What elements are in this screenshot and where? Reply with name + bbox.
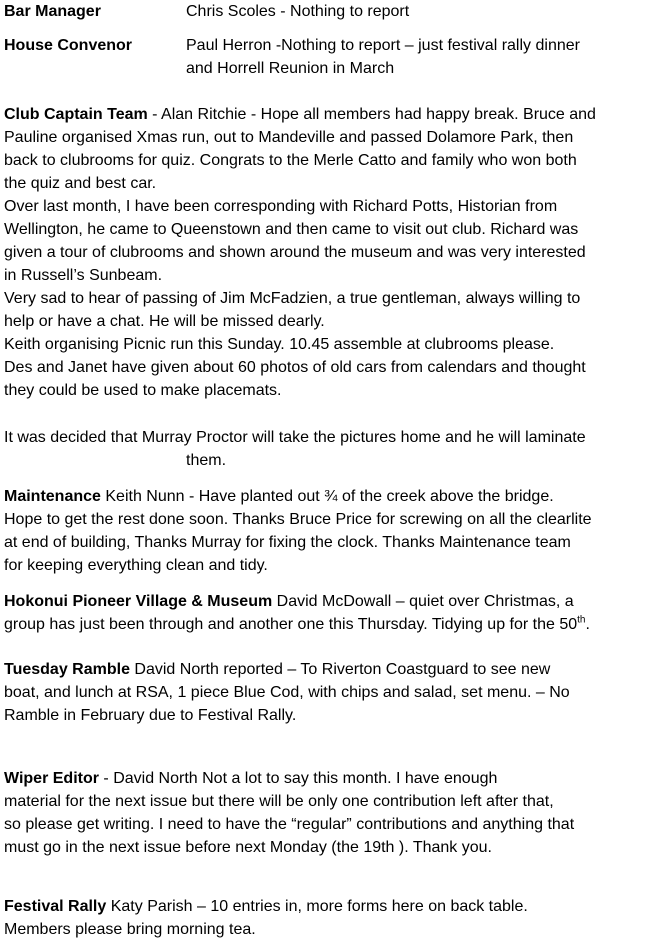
hokonui-line-2 [4, 614, 590, 636]
maintenance-lead: Keith Nunn - Have planted out ¾ of the creek above the bridge. [100, 488, 554, 505]
wiper-editor-lead: - David North Not a lot to say this month. I have enough [98, 770, 498, 787]
wiper-editor-line: so please get writing. I need to have the “regular” contributions and anything that [4, 816, 575, 833]
club-captain-line: Over last month, I have been corresponding with Richard Potts, Historian from [4, 198, 558, 215]
tuesday-ramble-lead: David North reported – To Riverton Coastguard to see new [129, 661, 551, 678]
club-captain-line: Wellington, he came to Queenstown and then came to visit out club. Richard was [4, 221, 579, 238]
house-convenor-text-2: and Horrell Reunion in March [186, 60, 395, 77]
house-convenor-text-1: Paul Herron -Nothing to report – just festival rally dinner [186, 37, 580, 54]
hokonui-line-2-text: group has just been through and another one this Thursday. Tidying up for the 50 [4, 616, 578, 633]
festival-rally-title: Festival Rally [4, 898, 107, 915]
club-captain-line: back to clubrooms for quiz. Congrats to the Merle Catto and family who won both [4, 152, 577, 169]
club-captain-line: in Russell’s Sunbeam. [4, 267, 163, 284]
tuesday-ramble-first-line [4, 659, 550, 681]
club-captain-line: Des and Janet have given about 60 photos of old cars from calendars and thought [4, 359, 586, 376]
club-captain-title: Club Captain Team [4, 106, 148, 123]
hokonui-title: Hokonui Pioneer Village & Museum [4, 593, 273, 610]
club-captain-line: the quiz and best car. [4, 175, 157, 192]
festival-rally-line-2: Members please bring morning tea. [4, 921, 256, 938]
wiper-editor-first-line [4, 768, 497, 790]
hokonui-lead: David McDowall – quiet over Christmas, a [272, 593, 574, 610]
hokonui-first-line [4, 591, 574, 613]
club-captain-line: Keith organising Picnic run this Sunday. 10.45 assemble at clubrooms please. [4, 336, 555, 353]
maintenance-line: Hope to get the rest done soon. Thanks Bruce Price for screwing on all the clearlite [4, 511, 592, 528]
club-captain-line: Very sad to hear of passing of Jim McFadzien, a true gentleman, always willing to [4, 290, 581, 307]
wiper-editor-line: material for the next issue but there will be only one contribution left after that, [4, 793, 554, 810]
maintenance-line: at end of building, Thanks Murray for fixing the clock. Thanks Maintenance team [4, 534, 571, 551]
tuesday-ramble-line: Ramble in February due to Festival Rally. [4, 707, 297, 724]
club-captain-line: they could be used to make placemats. [4, 382, 282, 399]
club-captain-lead: - Alan Ritchie - Hope all members had happy break. Bruce and [147, 106, 596, 123]
club-captain-line: given a tour of clubrooms and shown around the museum and was very interested [4, 244, 586, 261]
tuesday-ramble-line: boat, and lunch at RSA, 1 piece Blue Cod, with chips and salad, set menu. – No [4, 684, 570, 701]
maintenance-first-line [4, 486, 554, 508]
hokonui-superscript: th [577, 614, 586, 626]
club-captain-line: Pauline organised Xmas run, out to Mandeville and passed Dolamore Park, then [4, 129, 574, 146]
club-captain-decision-1: It was decided that Murray Proctor will take the pictures home and he will laminate [4, 429, 586, 446]
wiper-editor-line: must go in the next issue before next Monday (the 19th ). Thank you. [4, 839, 492, 856]
maintenance-title: Maintenance [4, 488, 101, 505]
hokonui-line-2-end: . [585, 616, 590, 633]
bar-manager-text: Chris Scoles - Nothing to report [186, 3, 410, 20]
wiper-editor-title: Wiper Editor [4, 770, 99, 787]
house-convenor-title: House Convenor [4, 37, 133, 54]
club-captain-decision-2: them. [186, 452, 227, 469]
bar-manager-title: Bar Manager [4, 3, 101, 20]
tuesday-ramble-title: Tuesday Ramble [4, 661, 130, 678]
maintenance-line: for keeping everything clean and tidy. [4, 557, 268, 574]
club-captain-line: help or have a chat. He will be missed dearly. [4, 313, 325, 330]
festival-rally-lead: Katy Parish – 10 entries in, more forms here on back table. [106, 898, 528, 915]
festival-rally-first-line [4, 896, 528, 918]
club-captain-first-line [4, 104, 596, 126]
